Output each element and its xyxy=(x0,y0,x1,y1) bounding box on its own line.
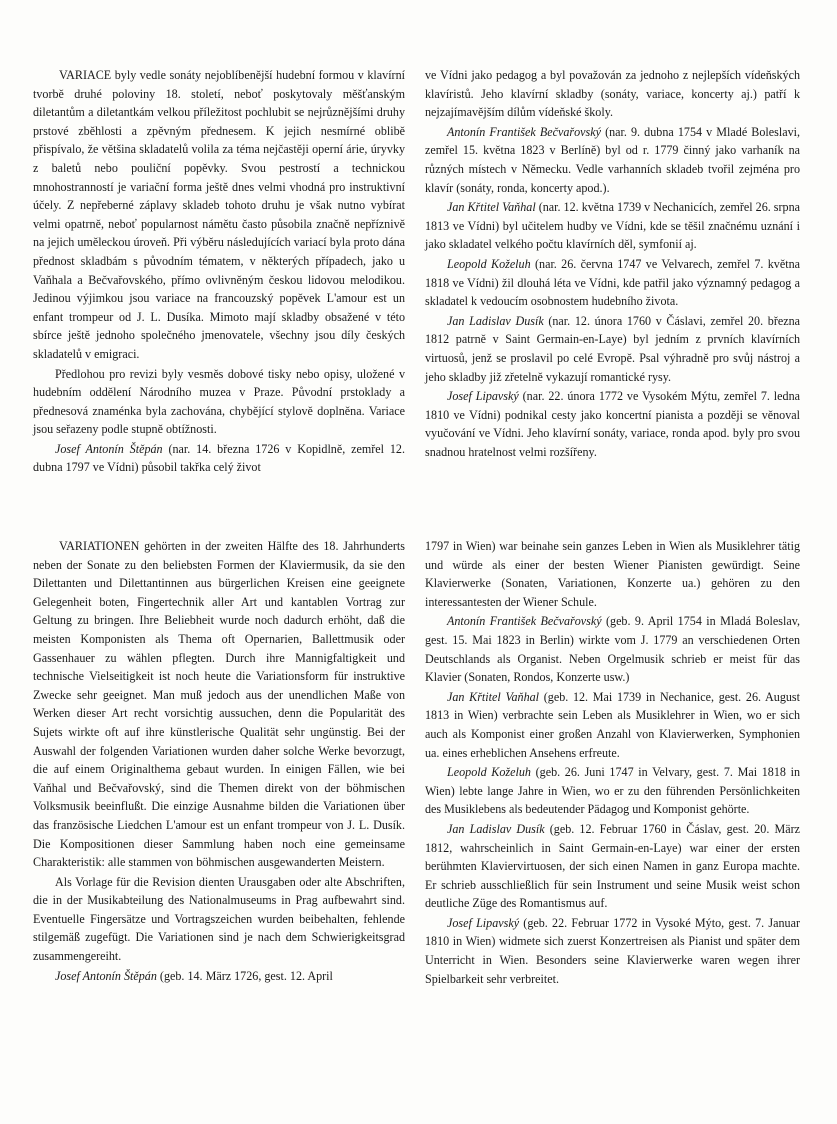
composer-name: Antonín František Bečvařovský xyxy=(447,614,602,629)
czech-text-left-column xyxy=(33,66,405,477)
paragraph-text: (geb. 26. Juni 1747 in Velvary, gest. 7. Mai 1818 in Wien) lebte lange Jahre in Wien, wo er zu den führenden Persönlichkeiten des Musiklebens als bedeutender Pädagog und Komponist gehörte. xyxy=(425,765,800,817)
paragraph xyxy=(425,312,800,386)
paragraph xyxy=(33,967,405,986)
paragraph-text: ve Vídni jako pedagog a byl považován za jednoho z nejlepších vídeňských klavíristů. Jeho klavírní skladby (sonáty, variace, koncerty aj.) patří k nejzajímavějším dílům vídeňské školy. xyxy=(425,68,800,120)
paragraph xyxy=(33,365,405,439)
paragraph-text: (nar. 26. června 1747 ve Velvarech, zemřel 7. května 1818 ve Vídni) žil dlouhá léta ve Vídni, kde patřil jako významný pedagog a skladatel k vedoucím osobnostem hudebního života. xyxy=(425,256,800,309)
paragraph-text: (nar. 12. května 1739 v Nechanicích, zemřel 26. srpna 1813 ve Vídni) byl učitelem hudby ve Vídni, kde se těšil značnému uznání i jako skladatel velkého počtu klavírních děl, symfonií aj. xyxy=(425,200,800,252)
paragraph xyxy=(425,612,800,686)
composer-name: Leopold Koželuh xyxy=(447,256,531,271)
composer-name: Josef Lipavský xyxy=(447,389,519,404)
paragraph xyxy=(425,688,800,762)
german-text-left-column xyxy=(33,537,405,985)
paragraph xyxy=(425,123,800,197)
paragraph xyxy=(425,66,800,122)
paragraph xyxy=(33,873,405,966)
composer-name: Antonín František Bečvařovský xyxy=(447,124,601,139)
composer-name: Jan Ladislav Dusík xyxy=(447,821,545,836)
paragraph xyxy=(425,255,800,311)
paragraph-text: (nar. 22. února 1772 ve Vysokém Mýtu, zemřel 7. ledna 1810 ve Vídni) podnikal cesty jako koncertní pianista a později se věnoval vyučování ve Vídni. Jeho klavírní sonáty, variace, ronda apod. byly pro svou snadnou hratelnost velmi rozšířeny. xyxy=(425,389,800,459)
paragraph-text: (geb. 12. Mai 1739 in Nechanice, gest. 26. August 1813 in Wien) verbrachte sein Leben als Musiklehrer in Wien, wo er sich auch als Komponist einer großen Anzahl von Klavierwerken, Symphonien ua. eines erheblichen Ansehens erfreute. xyxy=(425,689,800,760)
paragraph xyxy=(33,537,405,872)
paragraph-text: (geb. 14. März 1726, gest. 12. April xyxy=(156,968,333,983)
paragraph xyxy=(425,914,800,988)
paragraph-text: Als Vorlage für die Revision dienten Urausgaben oder alte Abschriften, die in der Musikabteilung des Nationalmuseums in Prag aufbewahrt sind. Eventuelle Fingersätze und Vortragszeichen wurden beibehalten, fehlende stilgemäß zugefügt. Die Variationen sind je nach dem Schwierigkeitsgrad zusammengereiht. xyxy=(33,874,405,964)
paragraph-text: 1797 in Wien) war beinahe sein ganzes Leben in Wien als Musiklehrer tätig und würde als einer der besten Wiener Pianisten gewürdigt. Seine Klavierwerke (Sonaten, Variationen, Konzerte ua.) gehören zu den interessantesten der Wiener Schule. xyxy=(425,539,800,609)
paragraph-text: (geb. 12. Februar 1760 in Čáslav, gest. 20. März 1812, wahrscheinlich in Saint Germain-en-Laye) war einer der ersten berühmten Klaviervirtuosen, der sich einen Namen in ganz Europa machte. Er schrieb ausschließlich für sein Instrument und seine Musik weist schon deutliche Züge des Romantismus auf. xyxy=(425,821,800,911)
paragraph-text: (geb. 9. April 1754 in Mladá Boleslav, gest. 15. Mai 1823 in Berlin) wirkte vom J. 1779 an verschiedenen Orten Deutschlands als Organist. Neben Orgelmusik schrieb er meist für das Klavier (Sonaten, Rondos, Konzerte usw.) xyxy=(425,614,800,685)
composer-name: Jan Ladislav Dusík xyxy=(447,313,544,328)
composer-name: Josef Lipavský xyxy=(447,915,520,930)
composer-name: Josef Antonín Štěpán xyxy=(55,968,157,983)
german-text-right-column xyxy=(425,537,800,988)
paragraph-text: Předlohou pro revizi byly vesměs dobové tisky nebo opisy, uložené v hudebním oddělení Národního muzea v Praze. Původní prstoklady a přednesová znaménka byla zachována, chybějící stylově doplněna. Variace jsou seřazeny podle stupně obtížnosti. xyxy=(33,366,405,437)
composer-name: Jan Křtitel Vaňhal xyxy=(447,689,540,704)
paragraph xyxy=(425,537,800,611)
composer-name: Jan Křtitel Vaňhal xyxy=(447,200,536,215)
paragraph-text: (geb. 22. Februar 1772 in Vysoké Mýto, gest. 7. Januar 1810 in Wien) widmete sich zuerst Konzertreisen als Pianist und später dem Unterricht in Wien. Besonders seine Klavierwerke waren wegen ihrer Spielbarkeit sehr verbreitet. xyxy=(425,915,800,986)
paragraph xyxy=(33,66,405,364)
paragraph-text: VARIACE byly vedle sonáty nejoblíbenější hudební formou v klavírní tvorbě druhé poloviny 18. století, neboť poskytovaly měšťanským diletantům a diletantkám velkou příležitost pochlubit se nejrůznějšími druhy prstové zběhlosti a zpěvným přednesem. K jejich nesmírné oblibě přispívalo, že většina skladatelů volila za téma nejčastěji operní árie, úryvky z baletů nebo pouliční popěvky. Svou pestrostí a technickou mnohostranností je variační forma ještě dnes velmi vhodná pro instruktivní účely. Z nepřeberné záplavy skladeb tohoto druhu je však nutno vybírat velmi opatrně, neboť popularnost námětu často působila značně nepříznivě na jejich uměleckou úroveň. Při výběru následujících variací byla proto dána přednost skladbám s původním tématem, v některých případech, jako u Vaňhala a Bečvařovského, přímo ovlivněným českou lidovou melodikou. Jedinou výjimkou jsou variace na francouzský popěvek L'amour est un enfant trompeur od J. L. Dusíka. Mimoto mají skladby obsažené v této sbírce ještě jednoho společného jmenovatele, všechny jsou díly českých skladatelů v emigraci. xyxy=(33,68,405,361)
composer-name: Josef Antonín Štěpán xyxy=(55,441,163,456)
paragraph-text: (nar. 12. února 1760 v Čáslavi, zemřel 20. března 1812 patrně v Saint Germain-en-Laye) byl jedním z prvních klavírních virtuosů, jenž se proslavil po celé Evropě. Psal výhradně pro svůj nástroj a jeho skladby již zřetelně vykazují romantické rysy. xyxy=(425,313,800,384)
czech-text-right-column xyxy=(425,66,800,461)
paragraph xyxy=(425,820,800,913)
paragraph xyxy=(33,440,405,477)
paragraph-text: (nar. 14. března 1726 v Kopidlně, zemřel 12. dubna 1797 ve Vídni) působil takřka celý život xyxy=(33,441,406,475)
paragraph xyxy=(425,763,800,819)
composer-name: Leopold Koželuh xyxy=(447,765,531,780)
paragraph xyxy=(425,387,800,461)
paragraph-text: VARIATIONEN gehörten in der zweiten Hälfte des 18. Jahrhunderts neben der Sonate zu den beliebsten Formen der Klaviermusik, da sie den Dilettanten und Dilettantinnen aus bürgerlichen Kreisen eine geeignete Gelegenheit boten, Fingertechnik aller Art und kantablen Vortrag zur Geltung zu bringen. Ihre Beliebheit wurde noch dadurch erhöht, daß die meisten Komponisten als Thema oft Opernarien, Ballettmusik oder Gassenhauer zu wählen pflegten. Durch ihre Mannigfaltigkeit und technische Vielseitigkeit ist noch heute die Variationsform für instruktive Zwecke sehr geeignet. Man muß jedoch aus der unendlichen Maße von Werken dieser Art recht vorsichtig aussuchen, denn die Popularität des Sujets wirkte oft auf ihre künstlerische Qualität sehr ungünstig. Bei der Auswahl der folgenden Variationen wurden daher solche Werke bevorzugt, die auf einem Originalthema gebaut wurden. In einigen Fällen, wie bei Vaňhal und Bečvařovský, sind die Themen direkt von der böhmischen Volksmusik beeinflußt. Die einzige Ausnahme bilden die Variationen über das französische Liedchen L'amour est un enfant trompeur von J. L. Dusík. Die Kompositionen dieser Sammlung haben noch eine gemeinsame Charakteristik: alle stammen von böhmischen ausgewanderten Meistern. xyxy=(33,539,405,870)
paragraph-text: (nar. 9. dubna 1754 v Mladé Boleslavi, zemřel 15. května 1823 v Berlíně) byl od r. 1779 činný jako varhaník na různých místech v Německu. Vedle varhanních skladeb tvořil zejména pro klavír (sonáty, ronda, koncerty apod.). xyxy=(425,124,801,195)
paragraph xyxy=(425,198,800,254)
